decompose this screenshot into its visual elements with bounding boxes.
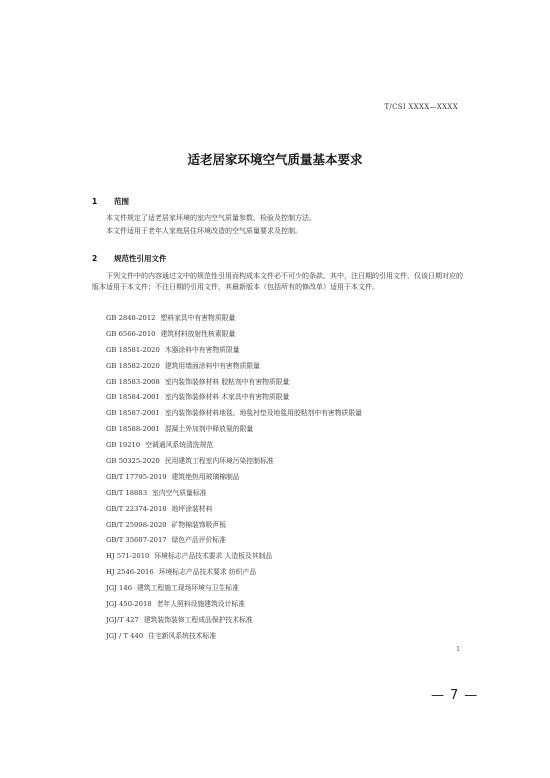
- reference-code: JGJ/T 427: [106, 615, 139, 624]
- reference-code: JGJ / T 440: [106, 631, 144, 640]
- reference-title: 环境标志产品技术要求 纺织产品: [158, 568, 257, 577]
- reference-title: 塑料家具中有害物质限量: [160, 314, 236, 322]
- reference-code: JGJ 146: [106, 584, 133, 593]
- page-dash-left: —: [431, 688, 444, 703]
- reference-title: 环境标志产品技术要求 人造板及其制品: [154, 552, 273, 561]
- reference-item: [106, 376, 476, 392]
- section-heading-text: 规范性引用文件: [114, 254, 167, 263]
- page-number: [425, 688, 483, 703]
- reference-item: [106, 328, 476, 344]
- reference-code: GB/T 18883: [106, 488, 148, 497]
- reference-code: GB 19210: [106, 441, 141, 450]
- reference-code: GB 18588-2001: [106, 425, 160, 434]
- section-1-paragraph-2: 本文件适用于老年人家庭居住环境改造的空气质量要求及控制。: [106, 227, 302, 235]
- reference-code: GB 18582-2020: [106, 361, 160, 370]
- reference-title: 建筑装饰装修工程成品保护技术标准: [143, 615, 253, 624]
- reference-title: 木器涂料中有害物质限量: [164, 345, 240, 354]
- reference-code: HJ 571-2010: [106, 552, 150, 561]
- section-number: 1: [92, 197, 98, 206]
- reference-title: 室内装饰装修材料 木家具中有害物质限量: [164, 393, 290, 402]
- reference-title: 室内空气质量标准: [152, 488, 207, 497]
- reference-item: [106, 423, 476, 439]
- section-1-paragraph-1: 本文件规定了适老居家环境的室内空气质量参数、检验及控制方法。: [106, 214, 316, 222]
- inner-page-number: 1: [456, 645, 461, 653]
- reference-title: 住宅新风系统技术标准: [148, 631, 217, 640]
- reference-title: 建筑用墙面涂料中有害物质限量: [164, 361, 260, 370]
- reference-code: GB 50325-2020: [106, 457, 160, 466]
- section-2-intro: 下列文件中的内容通过文中的规范性引用而构成本文件必不可少的条款。其中，注日期的引用文件，仅该日期对应的版本适用于本文件；不注日期的引用文件，其最新版本（包括所有的修改单）适用于本文件。: [92, 272, 463, 291]
- reference-list: [106, 312, 476, 646]
- section-1-heading: [92, 196, 129, 207]
- document-code: T/CSI XXXX—XXXX: [384, 103, 458, 111]
- reference-code: JGJ 450-2018: [106, 600, 152, 609]
- reference-code: GB 18587-2001: [106, 409, 160, 418]
- page-number-value: 7: [450, 688, 459, 703]
- reference-item: [106, 312, 476, 328]
- reference-title: 空调通风系统清洗规范: [145, 441, 214, 450]
- reference-title: 建筑绝热用玻璃棉制品: [171, 472, 240, 481]
- reference-title: 室内装饰装修材料 胶粘剂中有害物质限量: [164, 377, 290, 386]
- reference-title: 室内装饰装修材料地毯、地毯衬垫及地毯用胶粘剂中有害物质限量: [164, 409, 362, 418]
- reference-title: 混凝土外加剂中释放氨的限量: [164, 425, 254, 434]
- reference-item: [106, 566, 476, 582]
- document-title: 适老居家环境空气质量基本要求: [187, 152, 363, 167]
- reference-title: 民用建筑工程室内环境污染控制标准: [164, 457, 274, 466]
- page-dash-right: —: [464, 688, 478, 703]
- reference-title: 绿色产品评价标准: [171, 536, 226, 545]
- reference-item: [106, 582, 476, 598]
- reference-item: [106, 487, 476, 503]
- reference-item: [106, 344, 476, 360]
- reference-item: [106, 471, 476, 487]
- reference-item: [106, 614, 476, 630]
- reference-title: 矿物棉装饰吸声板: [171, 520, 226, 529]
- reference-item: [106, 534, 476, 550]
- reference-title: 建筑工程施工现场环境与卫生标准: [137, 584, 239, 593]
- reference-code: GB/T 35607-2017: [106, 536, 167, 545]
- reference-code: GB 6566-2010: [106, 329, 156, 338]
- reference-item: [106, 439, 476, 455]
- reference-item: [106, 407, 476, 423]
- reference-item: [106, 360, 476, 376]
- reference-title: 建筑材料放射性核素限量: [160, 329, 236, 338]
- reference-item: [106, 503, 476, 519]
- reference-code: GB/T 17795-2019: [106, 472, 167, 481]
- reference-code: GB/T 22374-2018: [106, 504, 167, 513]
- reference-item: [106, 519, 476, 535]
- reference-item: [106, 550, 476, 566]
- section-heading-text: 范围: [114, 197, 129, 206]
- reference-code: GB 18584-2001: [106, 393, 160, 402]
- reference-code: GB 18581-2020: [106, 345, 160, 354]
- reference-item: [106, 598, 476, 614]
- reference-code: GB 2848-2012: [106, 314, 156, 322]
- section-2-heading: [92, 253, 167, 264]
- reference-item: [106, 391, 476, 407]
- reference-item: [106, 630, 476, 646]
- reference-title: 地坪涂装材料: [171, 504, 213, 513]
- reference-code: GB/T 25998-2020: [106, 520, 167, 529]
- reference-title: 老年人照料设施建筑设计标准: [156, 600, 245, 609]
- reference-code: HJ 2546-2016: [106, 568, 154, 577]
- section-number: 2: [92, 254, 98, 263]
- reference-code: GB 18583-2008: [106, 377, 160, 386]
- reference-item: [106, 455, 476, 471]
